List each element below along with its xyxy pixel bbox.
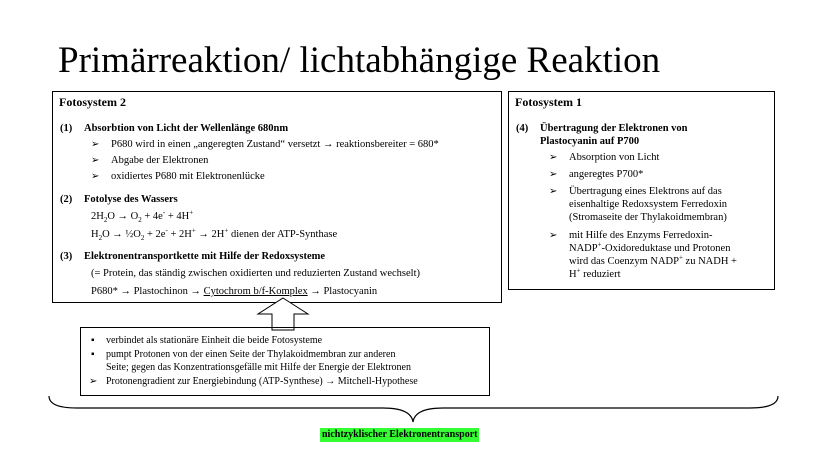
list-item-cont: wird das Coenzym NADP+ zu NADH + <box>569 253 737 267</box>
list-item: ➢ Protonengradient zur Energiebindung (ATP-Synthese) → Mitchell-Hypothese <box>89 376 418 387</box>
list-item: ▪ verbindet als stationäre Einheit die beide Fotosysteme <box>91 335 323 346</box>
list-item-cont: NADP+-Oxidoreduktase und Protonen <box>569 240 731 254</box>
list-item: ➢ mit Hilfe des Enzyms Ferredoxin- <box>549 230 713 241</box>
equation-proton-usage: $H_2O$ → $\frac{1}{2}O_2 + 2e^- + 2H^+ \to 2H^+$ dienen der ATP-Synthase <box>91 226 338 243</box>
list-item-cont: eisenhaltige Redoxsystem Ferredoxin <box>569 199 728 210</box>
redox-system-note: (= Protein, das ständig zwischen oxidierten und reduzierten Zustand wechselt) <box>91 268 420 279</box>
section-4-heading: (4) Übertragung der Elektronen von <box>516 123 688 134</box>
section-2-text: Fotolyse des Wassers <box>84 194 178 205</box>
fotosystem-1-box <box>508 91 775 290</box>
section-1-heading <box>60 122 288 136</box>
list-item-cont: (Stromaseite der Thylakoidmembran) <box>569 212 727 223</box>
list-item: ➢ Absorption von Licht <box>549 152 660 163</box>
section-3-heading <box>60 250 325 264</box>
list-item-cont: H+ reduziert <box>569 266 621 280</box>
equation-water-splitting: $2H_2O \to O_2 + 4e^- + 4H^+$ <box>91 208 194 225</box>
arrow-bullet-icon: ➢ <box>91 155 100 166</box>
list-item: ➢ P680 wird in einen „angeregten Zustand“ versetzt → reaktionsbereiter = 680* <box>91 139 439 150</box>
nichtzyklischer-transport-label: nichtzyklischer Elektronentransport <box>322 429 478 440</box>
page-title: Primärreaktion/ lichtabhängige Reaktion <box>58 40 661 81</box>
list-item-cont: Seite; gegen das Konzentrationsgefälle mit Hilfe der Energie der Elektronen <box>106 362 411 373</box>
arrow-bullet-icon: ➢ <box>549 186 558 197</box>
arrow-bullet-icon: ➢ <box>91 171 100 182</box>
fotosystem-2-title: Fotosystem 2 <box>59 95 126 109</box>
curly-brace-icon <box>47 394 780 424</box>
list-item: ▪ pumpt Protonen von der einen Seite der Thylakoidmembran zur anderen <box>91 349 396 360</box>
section-2-heading <box>60 193 178 207</box>
arrow-bullet-icon: ➢ <box>549 152 558 163</box>
arrow-bullet-icon: ➢ <box>549 169 558 180</box>
electron-transport-chain: P680* → Plastochinon → Cytochrom b/f-Komplex → Plastocyanin <box>91 286 378 297</box>
list-item: ➢ Übertragung eines Elektrons auf das <box>549 186 722 197</box>
arrow-bullet-icon: ➢ <box>91 139 100 150</box>
section-3-text: Elektronentransportkette mit Hilfe der Redoxsysteme <box>84 251 326 262</box>
cytochrom-info-box <box>80 327 490 396</box>
fotosystem-2-box <box>52 91 502 303</box>
list-item: ➢ angeregtes P700* <box>549 169 644 180</box>
arrow-bullet-icon: ➢ <box>549 230 558 241</box>
section-4-heading-cont: Plastocyanin auf P700 <box>540 136 640 147</box>
list-item: ➢ Abgabe der Elektronen <box>91 155 209 166</box>
section-4-number: (4) <box>516 123 529 134</box>
square-bullet-icon: ▪ <box>91 335 95 346</box>
square-bullet-icon: ▪ <box>91 349 95 360</box>
fotosystem-1-title: Fotosystem 1 <box>515 95 582 109</box>
up-arrow-icon <box>256 297 310 331</box>
cytochrom-complex-label: Cytochrom b/f-Komplex <box>203 286 308 297</box>
section-1-text: Absorbtion von Licht der Wellenlänge 680nm <box>84 123 289 134</box>
arrow-bullet-icon: ➢ <box>89 376 98 387</box>
section-2-number: (2) <box>60 194 73 205</box>
list-item: ➢ oxidiertes P680 mit Elektronenlücke <box>91 171 265 182</box>
section-1-number: (1) <box>60 123 73 134</box>
section-3-number: (3) <box>60 251 73 262</box>
